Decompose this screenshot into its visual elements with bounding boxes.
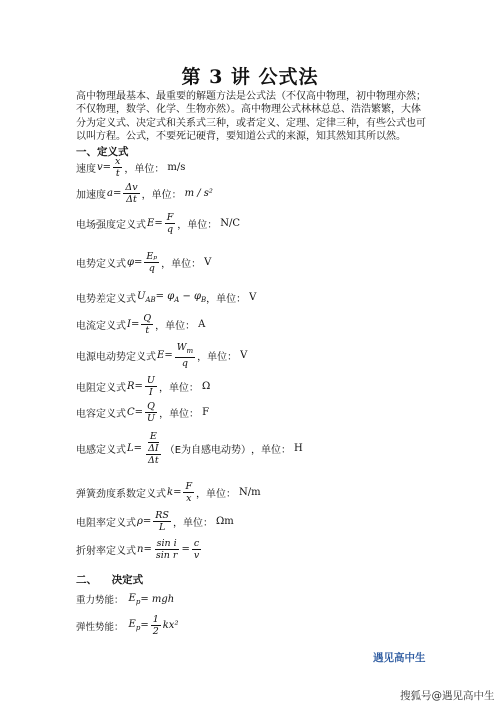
- formula-resistivity: [76, 510, 234, 533]
- formula-separator: ，: [172, 518, 183, 529]
- formula-rhs: kx²: [162, 620, 179, 631]
- formula-subscript: A: [174, 296, 180, 304]
- formula-potential: [76, 251, 211, 274]
- formula-rhs: = mgh: [140, 593, 175, 605]
- formula-unit: H: [294, 443, 303, 454]
- fraction-denominator: q: [166, 224, 174, 235]
- unit-prefix: 单位：: [216, 294, 247, 305]
- formula-unit: N/m: [239, 487, 261, 498]
- intro-line: 高中物理最基本、最重要的解题方法是公式法（不仅高中物理，初中物理亦然；: [76, 91, 426, 102]
- formula-label: 电源电动势定义式: [76, 351, 156, 363]
- intro-paragraph: [76, 90, 466, 143]
- formula-label: 电感定义式: [76, 445, 126, 456]
- formula-spring-constant: [76, 481, 261, 504]
- fraction-numerator: Δv: [125, 182, 138, 193]
- formula-acceleration: [76, 182, 213, 205]
- formula-subscript: B: [201, 296, 207, 304]
- formula-equals: =: [130, 319, 140, 330]
- formula-lhs: L: [127, 443, 134, 454]
- fraction-numerator: [175, 342, 195, 358]
- formula-unit: Ωm: [215, 516, 234, 527]
- section-heading-definitions: 一、定义式: [76, 146, 129, 158]
- fraction-numerator: RS: [155, 510, 169, 521]
- formula-unit: V: [249, 292, 257, 303]
- formula-label: 重力势能：: [76, 595, 124, 606]
- formula-fraction: [145, 375, 157, 398]
- fraction-numerator: E: [149, 431, 157, 442]
- formula-term: − φ: [179, 291, 202, 302]
- formula-lhs: R: [127, 381, 135, 392]
- formula-equals: =: [102, 162, 112, 173]
- fraction-numerator: F: [185, 481, 193, 492]
- formula-lhs: n: [137, 544, 144, 555]
- fraction-denominator: x: [186, 493, 192, 504]
- intro-line: 分为定义式、决定式和关系式三种，或者定义、定理、定律三种，有些公式也可: [76, 117, 426, 129]
- formula-electric-field: [76, 212, 240, 235]
- formula-separator: ，: [206, 294, 217, 305]
- fraction-denominator: Δt: [126, 194, 137, 205]
- fraction-denominator: q: [148, 263, 155, 274]
- fraction-denominator: t: [115, 168, 120, 179]
- unit-prefix: 单位：: [171, 259, 202, 270]
- inner-fraction: [146, 443, 161, 466]
- numerator-symbol: W: [176, 342, 187, 353]
- formula-lhs: a: [107, 188, 113, 199]
- formula-label: 电流定义式: [76, 321, 126, 332]
- formula-lhs: ρ: [137, 516, 143, 527]
- formula-label: 电容定义式: [76, 409, 126, 420]
- formula-unit: V: [240, 349, 248, 361]
- fraction-denominator: v: [193, 550, 200, 561]
- formula-lhs: I: [127, 319, 131, 330]
- formula-separator: ，: [251, 445, 262, 456]
- formula-label: 折射率定义式: [76, 546, 136, 557]
- unit-prefix: 单位：: [206, 489, 237, 500]
- formula-separator: ，: [155, 321, 166, 332]
- formula-equals: =: [142, 516, 152, 527]
- formula-lhs: φ: [127, 257, 135, 268]
- formula-unit: m / s²: [184, 188, 213, 199]
- formula-rhs: [156, 291, 207, 304]
- formula-equals: =: [143, 544, 152, 555]
- fraction-numerator: c: [193, 538, 200, 549]
- formula-fraction: [113, 156, 122, 179]
- unit-prefix: 单位：: [151, 190, 182, 201]
- formula-resistance: [76, 375, 210, 398]
- fraction-numerator: Eₚ: [146, 251, 158, 262]
- formula-symbol: E: [128, 592, 136, 604]
- formula-fraction: [175, 342, 195, 369]
- unit-prefix: 单位：: [261, 445, 292, 456]
- unit-prefix: 单位：: [169, 409, 200, 420]
- formula-capacitance: [76, 401, 209, 424]
- formula-compound-fraction: [144, 431, 163, 466]
- formula-equals: =: [140, 620, 149, 631]
- formula-subscript: AB: [145, 296, 156, 304]
- formula-label: 电势定义式: [76, 259, 126, 270]
- formula-separator: ，: [177, 220, 188, 231]
- formula-equals: =: [133, 443, 143, 454]
- numerator-subscript: m: [186, 346, 194, 355]
- fraction-denominator: sin r: [155, 550, 178, 561]
- formula-symbol: E: [128, 619, 136, 630]
- formula-unit: Ω: [201, 381, 211, 392]
- fraction-numerator: Q: [147, 401, 155, 412]
- formula-fraction: [165, 212, 176, 235]
- formula-velocity: [76, 156, 185, 179]
- fraction-numerator: U: [146, 375, 155, 386]
- formula-lhs: C: [127, 407, 135, 418]
- formula-separator: ，: [161, 259, 172, 270]
- fraction-numerator: 1: [152, 614, 159, 625]
- formula-term: = φ: [155, 291, 175, 302]
- formula-note: （E为自感电动势）: [164, 445, 252, 456]
- formula-equals: =: [134, 381, 143, 392]
- unit-prefix: 单位：: [134, 164, 165, 175]
- formula-fraction: [151, 614, 161, 637]
- formula-label: 电阻率定义式: [76, 518, 136, 529]
- unit-prefix: 单位：: [182, 518, 213, 529]
- formula-label: 电势差定义式: [76, 294, 136, 305]
- formula-symbol: U: [137, 291, 146, 302]
- formula-elastic-pe: [76, 614, 178, 637]
- formula-lhs: k: [167, 487, 174, 498]
- watermark-footer: 搜狐号@遇见高中生: [400, 690, 495, 702]
- formula-equals: =: [134, 257, 143, 268]
- formula-lhs: E: [147, 218, 155, 229]
- formula-unit: N/C: [220, 218, 241, 229]
- formula-label: 电场强度定义式: [76, 220, 146, 231]
- fraction-denominator: I: [149, 387, 153, 398]
- formula-equals: =: [154, 218, 163, 229]
- fraction-denominator: 2: [152, 626, 159, 637]
- formula-lhs: [137, 291, 156, 304]
- formula-refractive-index: [76, 538, 203, 561]
- formula-separator: ，: [159, 409, 170, 420]
- formula-label: 弹性势能：: [76, 621, 124, 633]
- unit-prefix: 单位：: [168, 383, 199, 394]
- page-title: 第 3 讲 公式法: [181, 66, 319, 88]
- section-heading-determinants: 二、 决定式: [76, 574, 144, 586]
- formula-separator: ，: [158, 383, 169, 394]
- fraction-numerator: sin i: [156, 538, 177, 549]
- formula-potential-difference: [76, 290, 256, 305]
- formula-emf: [76, 342, 247, 369]
- formula-fraction: [153, 510, 171, 533]
- formula-inductance: [76, 431, 303, 466]
- fraction-denominator: t: [145, 325, 150, 336]
- intro-line: 以叫方程。公式，不要死记硬背，要知道公式的来源，知其然知其所以然。: [76, 130, 406, 142]
- formula-fraction: [123, 182, 139, 205]
- formula-unit: V: [204, 257, 212, 268]
- fraction-denominator: [144, 443, 163, 466]
- formula-lhs: v: [97, 162, 103, 173]
- unit-prefix: 单位：: [187, 220, 218, 231]
- formula-equals: =: [112, 188, 122, 199]
- formula-lhs: E: [157, 349, 165, 361]
- formula-separator: ，: [197, 351, 208, 363]
- watermark-logo: 遇见高中生: [373, 652, 426, 664]
- formula-fraction: [154, 538, 180, 561]
- formula-equals: =: [181, 544, 190, 555]
- formula-label: 弹簧劲度系数定义式: [76, 489, 166, 500]
- formula-label: 电阻定义式: [76, 383, 126, 394]
- fraction-numerator: F: [166, 212, 174, 223]
- formula-subscript: p: [135, 624, 141, 632]
- formula-fraction-speed: [192, 538, 201, 561]
- formula-separator: ，: [196, 489, 207, 500]
- formula-separator: ，: [141, 190, 152, 201]
- formula-gravitational-pe: [76, 592, 174, 606]
- fraction-numerator: Q: [143, 313, 152, 324]
- formula-fraction: [183, 481, 194, 504]
- formula-equals: =: [134, 407, 144, 418]
- formula-fraction: [144, 251, 159, 274]
- fraction-numerator: x: [115, 156, 121, 167]
- formula-separator: ，: [124, 164, 135, 175]
- formula-unit: F: [202, 407, 210, 418]
- formula-fraction: [141, 313, 153, 336]
- inner-numerator: ΔI: [148, 443, 159, 454]
- formula-lhs: [129, 619, 141, 632]
- formula-current: [76, 313, 205, 336]
- formula-subscript: p: [135, 597, 141, 606]
- formula-label: 加速度: [76, 190, 106, 201]
- formula-unit: A: [198, 319, 206, 330]
- formula-label: 速度: [76, 164, 96, 175]
- fraction-denominator: q: [181, 357, 188, 369]
- formula-equals: =: [173, 487, 182, 498]
- formula-fraction: [145, 401, 157, 424]
- fraction-denominator: L: [158, 522, 166, 533]
- fraction-denominator: U: [147, 413, 156, 424]
- intro-line: 不仅物理，数学、化学、生物亦然）。高中物理公式林林总总、浩浩繁繁，大体: [76, 104, 421, 116]
- formula-equals: =: [164, 349, 173, 361]
- unit-prefix: 单位：: [207, 351, 238, 363]
- formula-lhs: [129, 593, 141, 606]
- inner-denominator: Δt: [148, 455, 159, 466]
- unit-prefix: 单位：: [165, 321, 196, 332]
- formula-unit: m/s: [167, 162, 186, 173]
